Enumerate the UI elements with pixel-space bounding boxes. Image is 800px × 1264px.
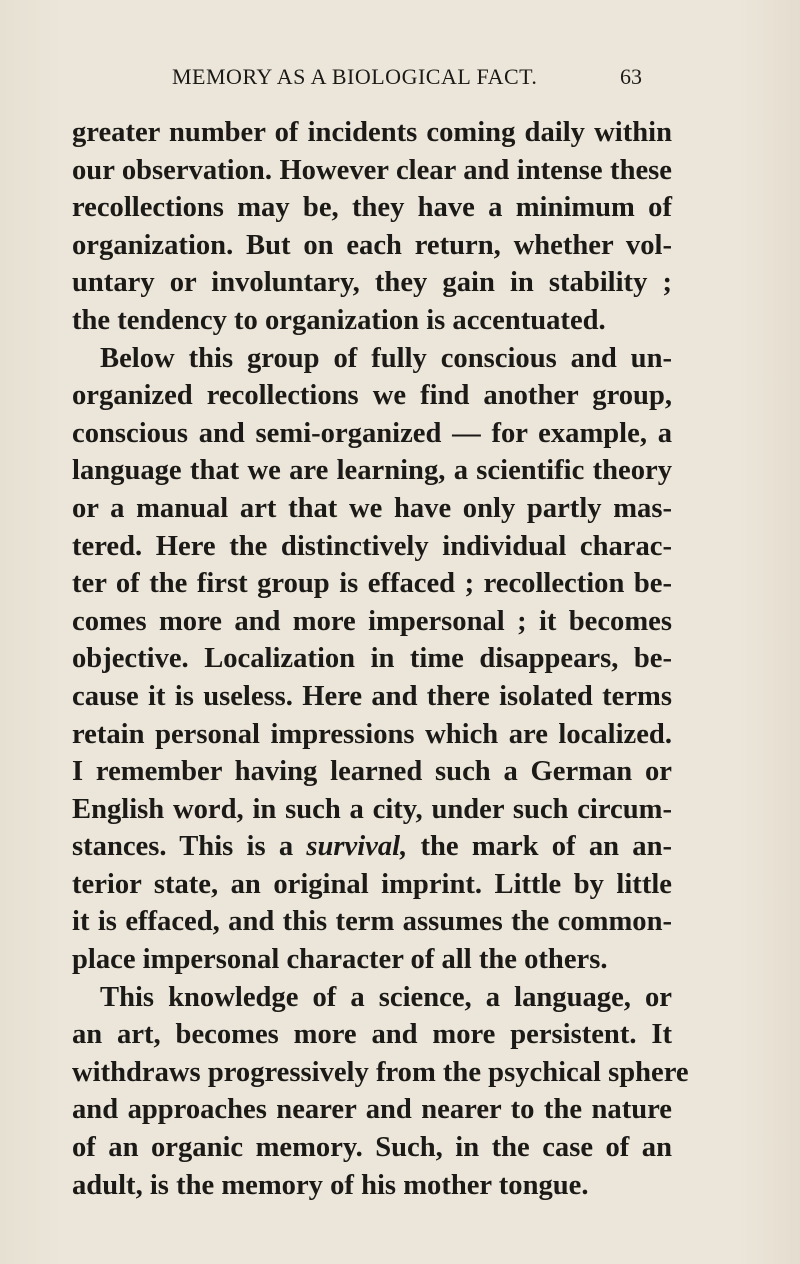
text-line: recollections may be, they have a minimum of	[72, 192, 672, 224]
text-line: conscious and semi-organized — for example, a	[72, 417, 672, 449]
text-line: tered. Here the distinctively individual charac-	[72, 530, 672, 562]
text-line: terior state, an original imprint. Little by little	[72, 868, 672, 900]
text-line: withdraws progressively from the psychical sphere	[72, 1056, 689, 1088]
text-line: Below this group of fully conscious and un-	[100, 342, 672, 374]
text-line: This knowledge of a science, a language, or	[100, 981, 672, 1013]
text-line: untary or involuntary, they gain in stability ;	[72, 267, 672, 299]
text-line: place impersonal character of all the others.	[72, 944, 608, 976]
text-line: our observation. However clear and intense these	[72, 154, 672, 186]
text-line: an art, becomes more and more persistent. It	[72, 1019, 672, 1051]
text-line: cause it is useless. Here and there isolated terms	[72, 680, 672, 712]
line-segment: the mark of an an-	[407, 831, 673, 863]
text-line: ter of the first group is effaced ; recollection be-	[72, 568, 672, 600]
text-line: the tendency to organization is accentuated.	[72, 304, 606, 336]
running-head	[172, 64, 672, 90]
page-number: 63	[620, 64, 642, 89]
body-text	[72, 114, 689, 1204]
text-line: English word, in such a city, under such circum-	[72, 793, 672, 825]
text-line-with-italic	[72, 828, 672, 866]
text-line: I remember having learned such a German or	[72, 756, 672, 788]
text-line: language that we are learning, a scientific theory	[72, 455, 672, 487]
text-line: adult, is the memory of his mother tongue.	[72, 1169, 589, 1201]
line-segment: stances. This is a	[72, 831, 307, 863]
running-title: MEMORY AS A BIOLOGICAL FACT.	[172, 64, 538, 89]
text-line: of an organic memory. Such, in the case of an	[72, 1132, 672, 1164]
text-line: greater number of incidents coming daily within	[72, 117, 672, 148]
text-line: and approaches nearer and nearer to the nature	[72, 1094, 672, 1126]
text-line: comes more and more impersonal ; it becomes	[72, 605, 672, 637]
text-line: it is effaced, and this term assumes the common-	[72, 906, 672, 938]
text-line: retain personal impressions which are localized.	[72, 718, 672, 750]
text-line: organized recollections we find another group,	[72, 380, 672, 412]
text-line: organization. But on each return, whether vol-	[72, 229, 672, 261]
text-line: or a manual art that we have only partly mas-	[72, 492, 672, 524]
text-line: objective. Localization in time disappears, be-	[72, 643, 672, 675]
italic-word-survival: survival,	[306, 831, 408, 863]
